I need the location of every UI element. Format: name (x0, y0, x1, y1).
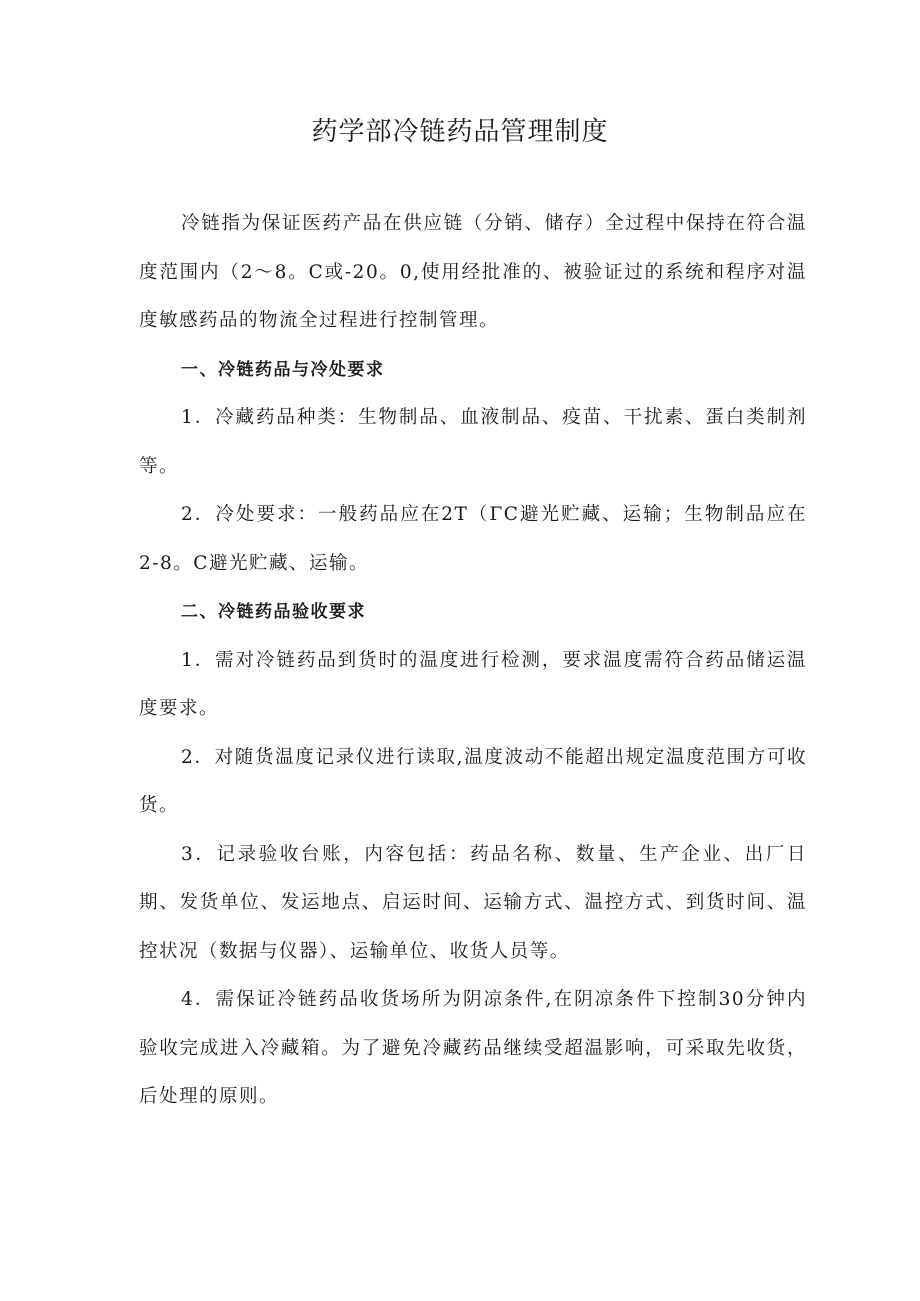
intro-paragraph: 冷链指为保证医药产品在供应链（分销、储存）全过程中保持在符合温度范围内（2～8。C或-20。0,使用经批准的、被验证过的系统和程序对温度敏感药品的物流全过程进行控制管理。 (139, 213, 807, 331)
section-heading-cold-chain-requirements: 一、冷链药品与冷处要求 (181, 359, 385, 380)
section2-item-2: 2．对随货温度记录仪进行读取,温度波动不能超出规定温度范围方可收货。 (139, 746, 807, 816)
section2-item-4: 4．需保证冷链药品收货场所为阴凉条件,在阴凉条件下控制30分钟内验收完成进入冷藏箱。为了避免冷藏药品继续受超温影响，可采取先收货，后处理的原则。 (139, 989, 807, 1107)
section-heading-acceptance-requirements: 二、冷链药品验收要求 (181, 602, 366, 622)
document-title: 药学部冷链药品管理制度 (311, 117, 609, 147)
section2-item-3: 3．记录验收台账，内容包括：药品名称、数量、生产企业、出厂日期、发货单位、发运地点、启运时间、运输方式、温控方式、到货时间、温控状况（数据与仪器）、运输单位、收货人员等。 (139, 843, 807, 962)
section1-item-1: 1．冷藏药品种类：生物制品、血液制品、疫苗、干扰素、蛋白类制剂等。 (139, 407, 807, 477)
section2-item-1: 1．需对冷链药品到货时的温度进行检测，要求温度需符合药品储运温度要求。 (139, 649, 807, 719)
section1-item-2: 2．冷处要求：一般药品应在2T（ΓC避光贮藏、运输；生物制品应在2-8。C避光贮藏、运输。 (139, 504, 807, 574)
document-body (139, 200, 807, 1122)
